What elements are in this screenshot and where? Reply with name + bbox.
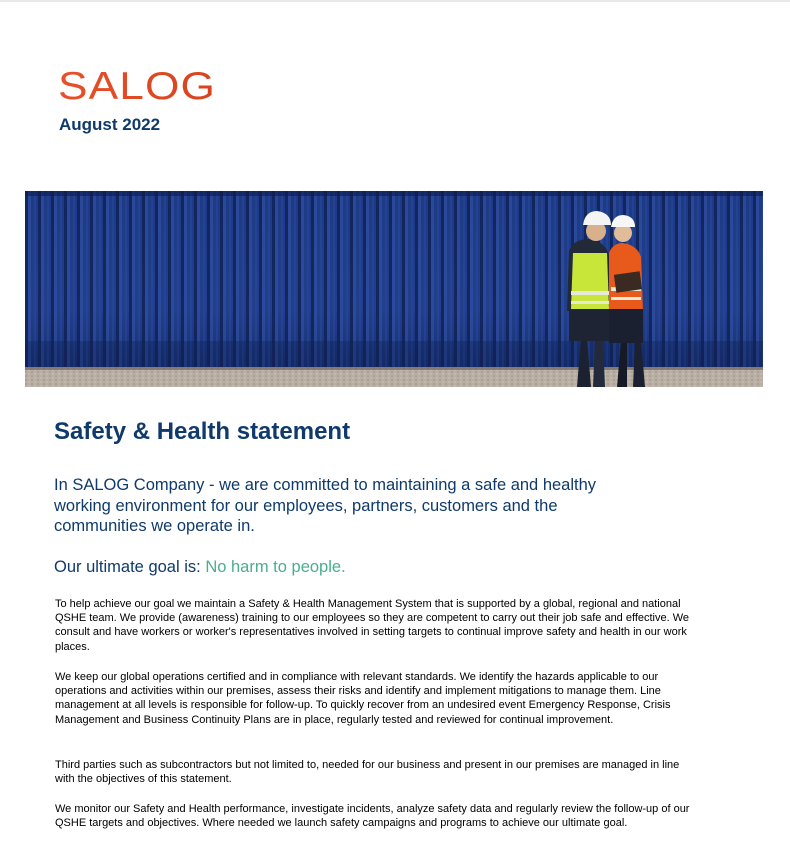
paragraph-third-parties: Third parties such as subcontractors but not limited to, needed for our business and present in our premises are managed in line with the objectives of this statement. (55, 759, 680, 786)
issue-date: August 2022 (59, 115, 161, 134)
banner-image (25, 191, 763, 387)
paragraph-monitoring: We monitor our Safety and Health performance, investigate incidents, analyze safety data and regularly review the follow-up of our QSHE targets and objectives. Where needed we launch safety campaigns and programs to achieve our ultimate goal. (55, 803, 690, 830)
paragraph-operations: We keep our global operations certified and in compliance with relevant standards. We identify the hazards applicable to our operations and activities within our premises, assess their risks and identify and implement mitigations to manage them. Line management at all levels is responsible for follow-up. To quickly recover from an undesired event Emergency Response, Crisis Management and Business Continuity Plans are in place, regularly tested and reviewed for continual improvement. (55, 671, 671, 726)
workers-at-container-illustration (25, 191, 763, 387)
page-title: Safety & Health statement (54, 418, 351, 445)
goal-value: No harm to people. (205, 558, 346, 576)
goal-label: Our ultimate goal is: (54, 558, 201, 576)
lead-statement: In SALOG Company - we are committed to maintaining a safe and healthy working environment for our employees, partners, customers and the communities we operate in. (54, 476, 597, 535)
paragraph-management-system: To help achieve our goal we maintain a Safety & Health Management System that is supported by a global, regional and national QSHE team. We provide (awareness) training to our employees so they are competent to carry out their job safe and effective. We consult and have workers or worker's representatives involved in setting targets to continual improve safety and health in our work places. (55, 598, 690, 653)
logo-text: SALOG (58, 66, 216, 106)
salog-logo (58, 66, 218, 106)
ultimate-goal (54, 558, 346, 577)
top-rule (0, 0, 790, 2)
